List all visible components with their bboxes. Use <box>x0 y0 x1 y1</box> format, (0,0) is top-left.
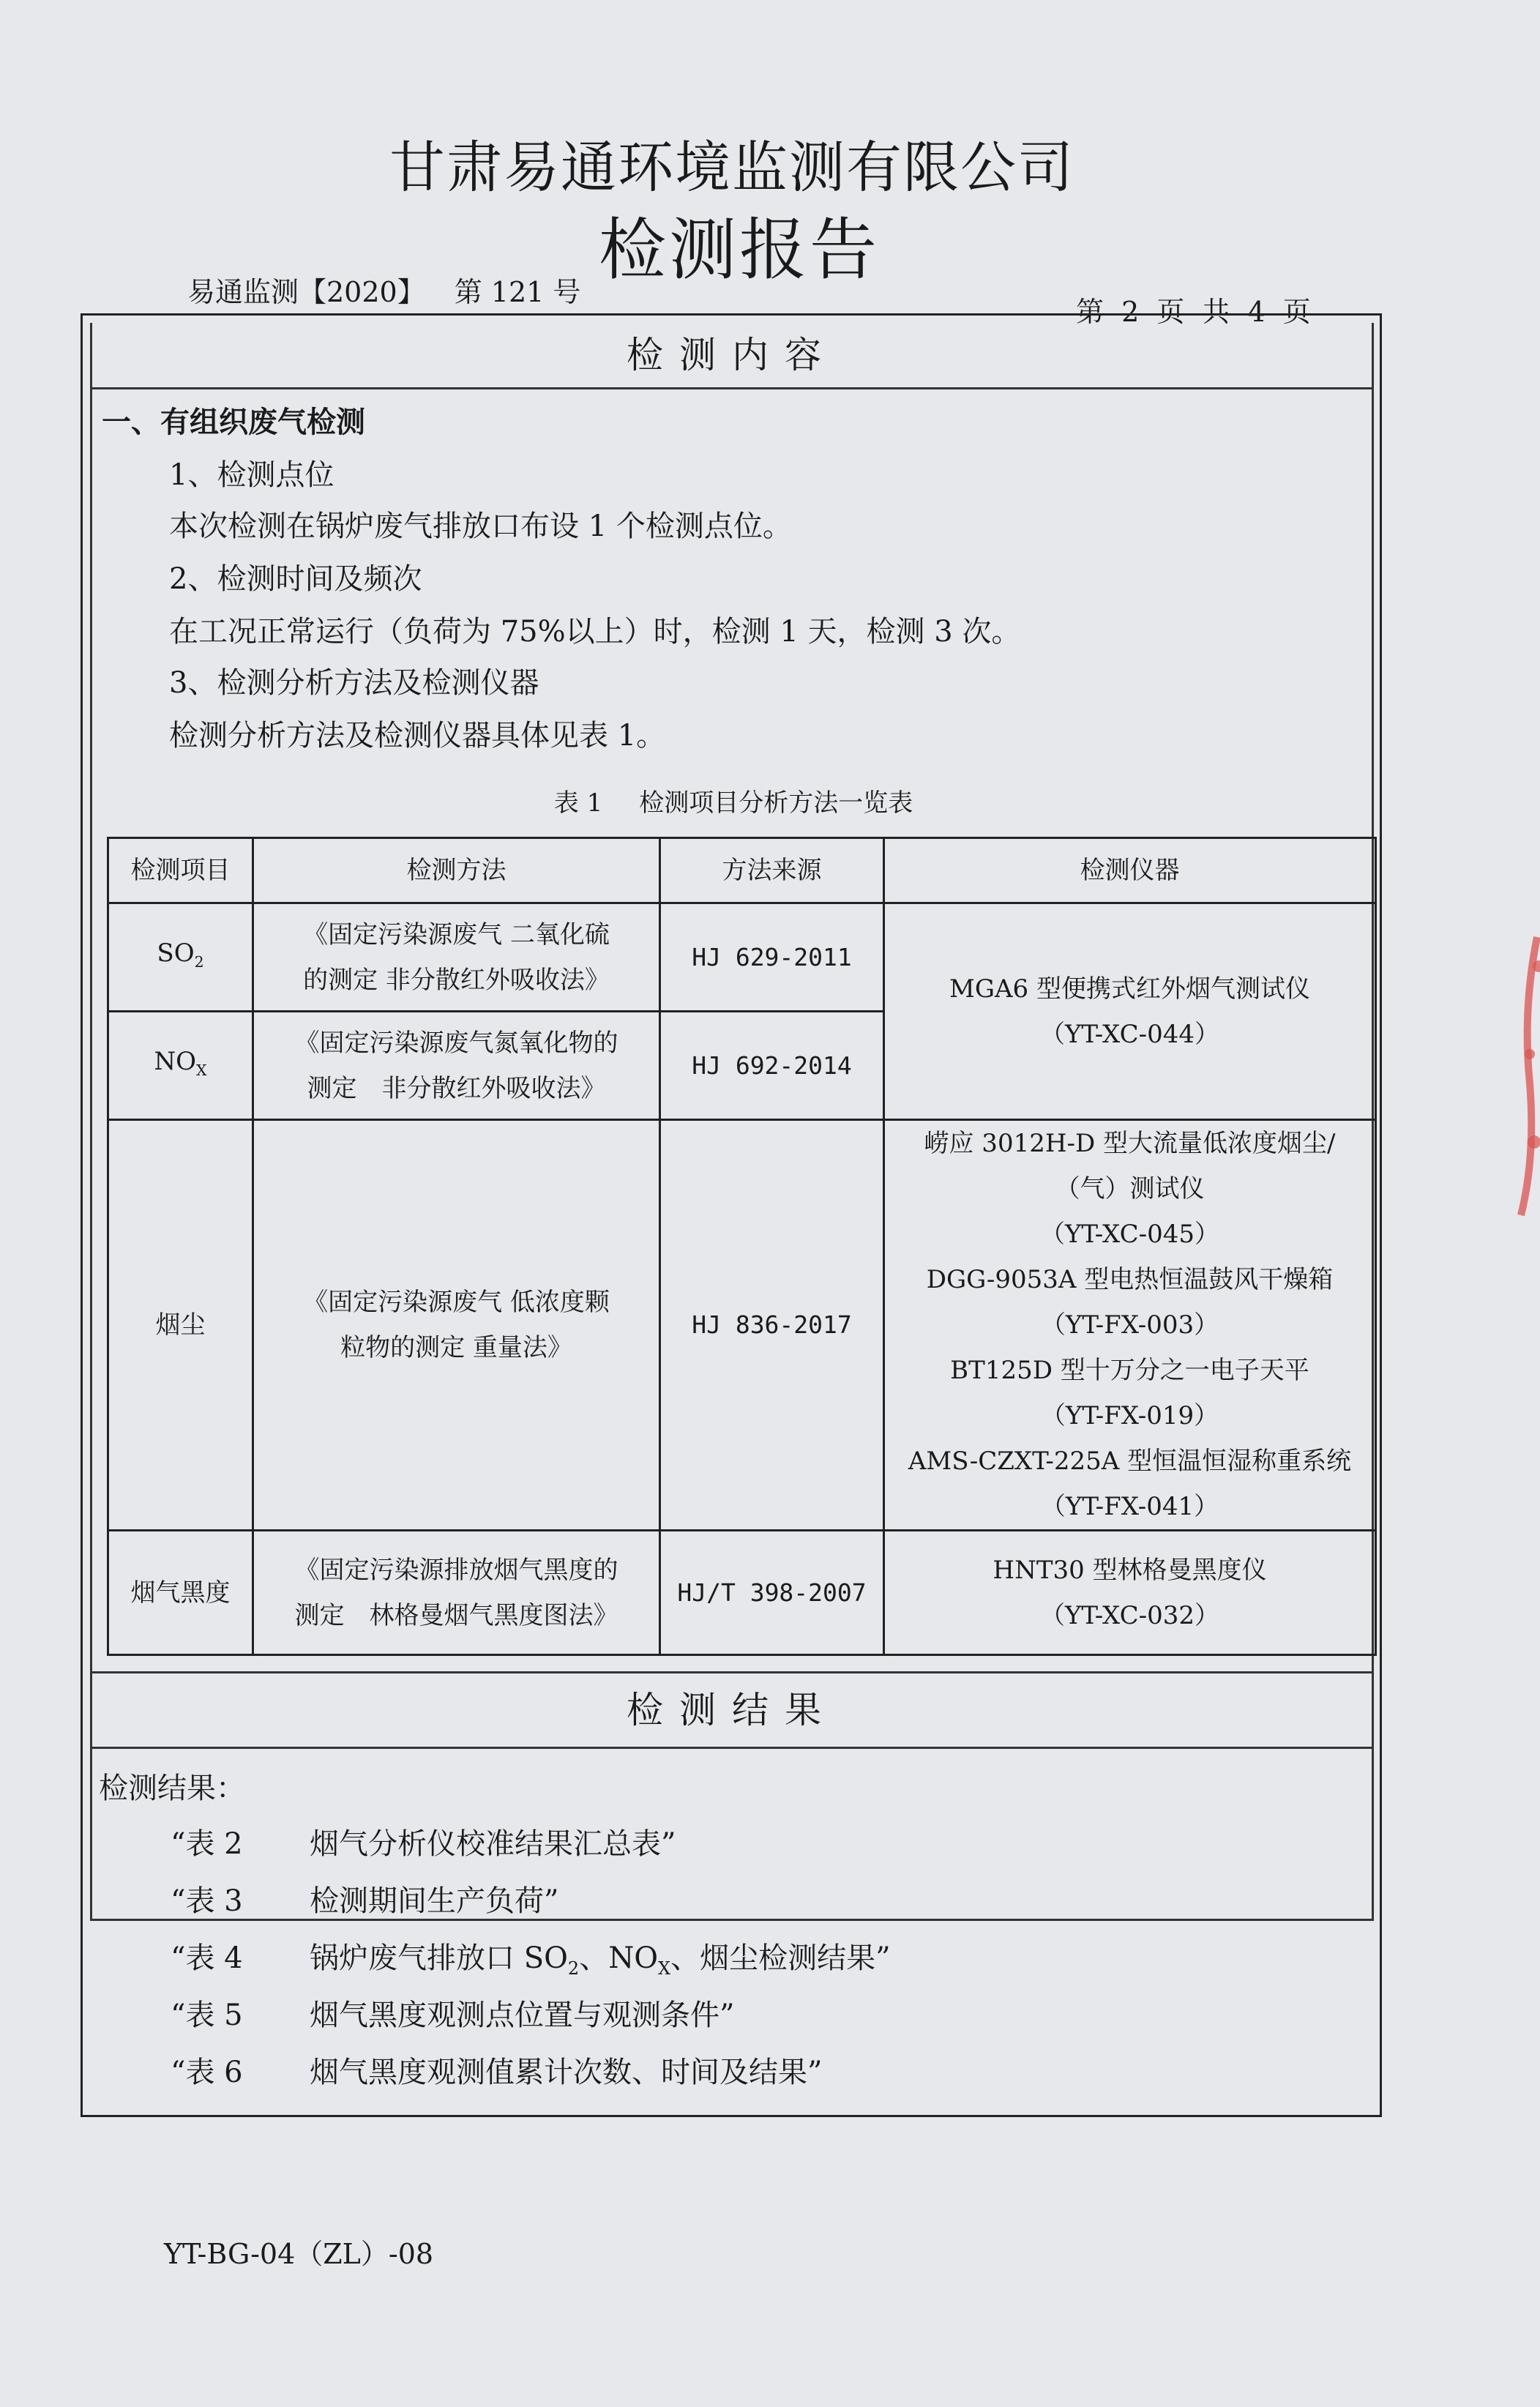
result-item: “表 3 检测期间生产负荷” <box>171 1884 559 1918</box>
instrument-cell: 崂应 3012H-D 型大流量低浓度烟尘/ （气）测试仪 （YT-XC-045） DGG-9053A 型电热恒温鼓风干燥箱 （YT-FX-003） BT125D 型十万分之一电子天平 （YT-FX-019） AMS-CZXT-225A 型恒温恒湿称重系统 （YT-FX-041） <box>884 1120 1376 1531</box>
paragraph: 在工况正常运行（负荷为 75%以上）时，检测 1 天，检测 3 次。 <box>169 615 1021 649</box>
subsection-title: 3、检测分析方法及检测仪器 <box>169 666 539 700</box>
method-cell: 《固定污染源排放烟气黑度的 测定 林格曼烟气黑度图法》 <box>253 1531 660 1655</box>
subsection-title: 2、检测时间及频次 <box>169 562 422 596</box>
seal-stamp-icon <box>1508 922 1540 1230</box>
table-caption <box>83 783 1384 818</box>
page-info: 第 2 页 共 4 页 <box>1076 296 1315 328</box>
result-item: “表 5 烟气黑度观测点位置与观测条件” <box>171 1999 735 2032</box>
source-cell: HJ/T 398-2007 <box>660 1531 884 1655</box>
table-header-cell: 检测方法 <box>253 838 660 903</box>
source-cell: HJ 629-2011 <box>660 903 884 1012</box>
table-row <box>108 1531 1376 1655</box>
table-header-cell: 检测仪器 <box>884 838 1376 903</box>
paragraph: 本次检测在锅炉废气排放口布设 1 个检测点位。 <box>169 510 792 543</box>
item-cell: $NO_X$ <box>108 1012 253 1120</box>
paragraph: 检测分析方法及检测仪器具体见表 1。 <box>169 719 666 753</box>
instrument-cell: HNT30 型林格曼黑度仪 （YT-XC-032） <box>884 1531 1376 1655</box>
subsection-title: 1、检测点位 <box>169 458 334 492</box>
company-name: 甘肃易通环境监测有限公司 <box>389 135 1074 200</box>
result-item: “表 2 烟气分析仪校准结果汇总表” <box>171 1827 676 1861</box>
table-header-cell: 检测项目 <box>108 838 253 903</box>
document-title: 检测报告 <box>598 211 880 289</box>
table-row <box>108 903 1376 1012</box>
results-label: 检测结果： <box>99 1772 245 1805</box>
section-title: 一、有组织废气检测 <box>102 406 365 439</box>
method-cell: 《固定污染源废气氮氧化物的 测定 非分散红外吸收法》 <box>253 1012 660 1120</box>
table-caption-number: 表 1 <box>553 788 603 818</box>
document-serial: 第 121 号 <box>454 276 581 308</box>
document-prefix: 易通监测【2020】 <box>187 276 425 308</box>
results-section-header: 检测结果 <box>90 1671 1374 1749</box>
table-header-row <box>108 838 1376 903</box>
result-item: “表 6 烟气黑度观测值累计次数、时间及结果” <box>171 2056 823 2089</box>
table-caption-title: 检测项目分析方法一览表 <box>639 788 913 818</box>
source-cell: HJ 692-2014 <box>660 1012 884 1120</box>
instrument-cell: MGA6 型便携式红外烟气测试仪 （YT-XC-044） <box>884 903 1376 1120</box>
report-frame <box>81 313 1382 2117</box>
table-header-cell: 方法来源 <box>660 838 884 903</box>
method-cell: 《固定污染源废气 二氧化硫 的测定 非分散红外吸收法》 <box>253 903 660 1012</box>
item-cell: $SO_2$ <box>108 903 253 1012</box>
item-cell: 烟气黑度 <box>108 1531 253 1655</box>
methods-table <box>107 837 1377 1656</box>
form-code: YT-BG-04（ZL）-08 <box>164 2238 434 2270</box>
item-cell: 烟尘 <box>108 1120 253 1531</box>
table-row <box>108 1120 1376 1531</box>
document-number <box>187 269 580 310</box>
source-cell: HJ 836-2017 <box>660 1120 884 1531</box>
result-item: “表 4 锅炉废气排放口 $SO_2$、$NO_X$、烟尘检测结果” <box>171 1941 891 1979</box>
method-cell: 《固定污染源废气 低浓度颗 粒物的测定 重量法》 <box>253 1120 660 1531</box>
content-section-header: 检测内容 <box>92 323 1372 389</box>
